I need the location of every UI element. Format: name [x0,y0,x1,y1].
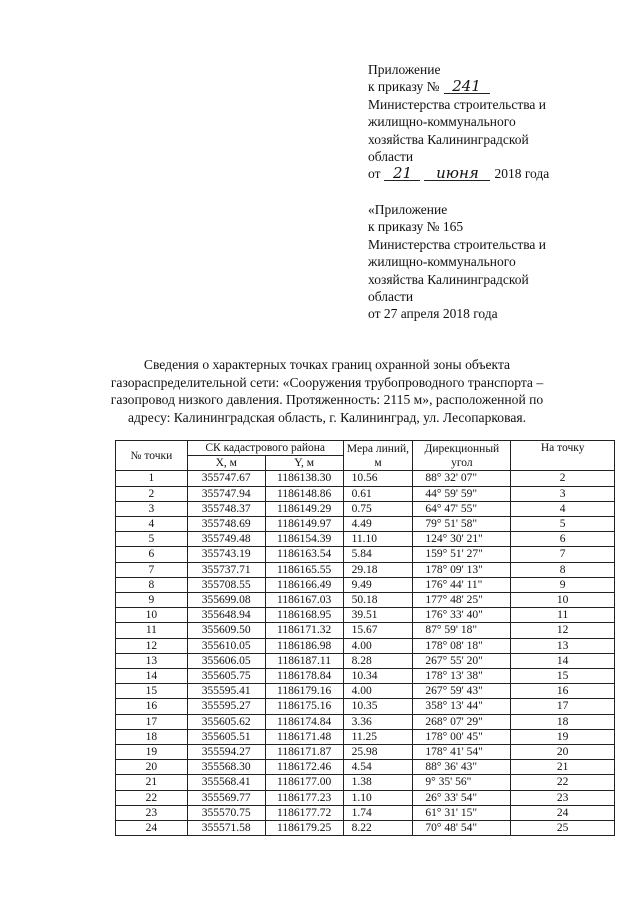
y-cell: 1186163.54 [265,547,343,562]
table-row [116,486,615,501]
table-body [116,471,615,836]
y-cell: 1186177.00 [265,775,343,790]
to-point-cell: 15 [511,669,615,684]
angle-cell: 177° 48' 25" [413,593,511,608]
table-row [116,562,615,577]
y-cell: 1186138.30 [265,471,343,486]
length-cell: 1.38 [343,775,413,790]
handwritten-day: 21 [384,166,420,181]
table-row [116,517,615,532]
x-cell: 355569.77 [187,790,265,805]
y-cell: 1186172.46 [265,760,343,775]
appendix-title: Приложение [368,62,441,77]
y-cell: 1186187.11 [265,653,343,668]
y-cell: 1186168.95 [265,608,343,623]
table-row [116,684,615,699]
angle-cell: 176° 44' 11" [413,577,511,592]
x-cell: 355749.48 [187,532,265,547]
point-no-cell: 15 [116,684,188,699]
to-point-cell: 8 [511,562,615,577]
header-length: Мера линий, м [343,441,413,471]
to-point-cell: 23 [511,790,615,805]
table-row [116,714,615,729]
length-cell: 0.61 [343,486,413,501]
length-cell: 11.10 [343,532,413,547]
table-row [116,805,615,820]
angle-cell: 176° 33' 40" [413,608,511,623]
y-cell: 1186166.49 [265,577,343,592]
to-point-cell: 9 [511,577,615,592]
table-row [116,593,615,608]
point-no-cell: 17 [116,714,188,729]
angle-cell: 178° 00' 45" [413,729,511,744]
point-no-cell: 18 [116,729,188,744]
length-cell: 50.18 [343,593,413,608]
handwritten-month: июня [424,166,490,181]
to-point-cell: 16 [511,684,615,699]
angle-cell: 178° 08' 18" [413,638,511,653]
date-prefix: от [368,166,381,182]
length-cell: 9.49 [343,577,413,592]
angle-cell: 267° 59' 43" [413,684,511,699]
to-point-cell: 14 [511,653,615,668]
x-cell: 355571.58 [187,821,265,836]
table-row [116,471,615,486]
length-cell: 10.56 [343,471,413,486]
ministry-line-3: хозяйства Калининградской [368,131,529,147]
date-suffix: 2018 года [494,166,550,182]
table-row [116,775,615,790]
x-cell: 355595.41 [187,684,265,699]
to-point-cell: 24 [511,805,615,820]
x-cell: 355737.71 [187,562,265,577]
angle-cell: 88° 36' 43" [413,760,511,775]
angle-cell: 87° 59' 18" [413,623,511,638]
table-row [116,790,615,805]
length-cell: 15.67 [343,623,413,638]
x-cell: 355748.69 [187,517,265,532]
header-point-no: № точки [116,441,188,471]
coordinates-table [115,440,615,836]
point-no-cell: 19 [116,745,188,760]
point-no-cell: 11 [116,623,188,638]
old-order-line: к приказу № 165 [368,219,464,235]
length-cell: 4.00 [343,684,413,699]
table-row [116,608,615,623]
x-cell: 355708.55 [187,577,265,592]
point-no-cell: 10 [116,608,188,623]
handwritten-order-number: 241 [444,79,490,94]
to-point-cell: 7 [511,547,615,562]
length-cell: 4.49 [343,517,413,532]
y-cell: 1186165.55 [265,562,343,577]
y-cell: 1186171.32 [265,623,343,638]
length-cell: 8.28 [343,653,413,668]
point-no-cell: 22 [116,790,188,805]
to-point-cell: 13 [511,638,615,653]
angle-cell: 159° 51' 27" [413,547,511,562]
to-point-cell: 20 [511,745,615,760]
angle-cell: 358° 13' 44" [413,699,511,714]
to-point-cell: 6 [511,532,615,547]
length-cell: 8.22 [343,821,413,836]
x-cell: 355594.27 [187,745,265,760]
angle-cell: 70° 48' 54" [413,821,511,836]
length-cell: 11.25 [343,729,413,744]
heading-line-3: газопровод низкого давления. Протяженность: 2115 м», расположенной по [110,392,544,408]
table-row [116,623,615,638]
x-cell: 355606.05 [187,653,265,668]
length-cell: 5.84 [343,547,413,562]
header-sk-group: СК кадастрового района [187,441,343,456]
x-cell: 355605.75 [187,669,265,684]
heading-line-1: Сведения о характерных точках границ охранной зоны объекта [143,357,511,372]
y-cell: 1186179.16 [265,684,343,699]
angle-cell: 124° 30' 21" [413,532,511,547]
y-cell: 1186174.84 [265,714,343,729]
to-point-cell: 5 [511,517,615,532]
y-cell: 1186179.25 [265,821,343,836]
to-point-cell: 10 [511,593,615,608]
header-to-point: На точку [511,441,615,471]
length-cell: 4.54 [343,760,413,775]
y-cell: 1186148.86 [265,486,343,501]
to-point-cell: 17 [511,699,615,714]
to-point-cell: 11 [511,608,615,623]
angle-cell: 61° 31' 15" [413,805,511,820]
to-point-cell: 18 [511,714,615,729]
table-row [116,669,615,684]
x-cell: 355605.62 [187,714,265,729]
length-cell: 29.18 [343,562,413,577]
y-cell: 1186149.97 [265,517,343,532]
old-appendix-title: «Приложение [368,202,448,217]
length-cell: 1.74 [343,805,413,820]
ministry-line-4: области [368,149,414,165]
x-cell: 355570.75 [187,805,265,820]
angle-cell: 26° 33' 54" [413,790,511,805]
point-no-cell: 21 [116,775,188,790]
point-no-cell: 7 [116,562,188,577]
length-cell: 25.98 [343,745,413,760]
x-cell: 355743.19 [187,547,265,562]
angle-cell: 268° 07' 29" [413,714,511,729]
x-cell: 355648.94 [187,608,265,623]
angle-cell: 88° 32' 07" [413,471,511,486]
order-prefix: к приказу № [368,79,440,95]
point-no-cell: 4 [116,517,188,532]
angle-cell: 178° 41' 54" [413,745,511,760]
y-cell: 1186186.98 [265,638,343,653]
old-ministry-line-2: жилищно-коммунального [368,254,516,270]
table-row [116,760,615,775]
date-line [368,165,628,182]
x-cell: 355605.51 [187,729,265,744]
heading-line-4: адресу: Калининградская область, г. Калининград, ул. Лесопарковая. [127,409,527,425]
length-cell: 0.75 [343,501,413,516]
point-no-cell: 8 [116,577,188,592]
point-no-cell: 9 [116,593,188,608]
point-no-cell: 14 [116,669,188,684]
point-no-cell: 24 [116,821,188,836]
point-no-cell: 12 [116,638,188,653]
to-point-cell: 2 [511,471,615,486]
angle-cell: 267° 55' 20" [413,653,511,668]
x-cell: 355610.05 [187,638,265,653]
ministry-line-1: Министерства строительства и [368,96,547,112]
x-cell: 355747.94 [187,486,265,501]
appendix-new-block [368,61,628,183]
length-cell: 1.10 [343,790,413,805]
table-row [116,547,615,562]
table-row [116,577,615,592]
order-line [368,78,628,95]
old-ministry-line-4: области [368,289,414,305]
point-no-cell: 5 [116,532,188,547]
x-cell: 355568.30 [187,760,265,775]
length-cell: 10.34 [343,669,413,684]
to-point-cell: 22 [511,775,615,790]
table-row [116,532,615,547]
y-cell: 1186178.84 [265,669,343,684]
angle-cell: 9° 35' 56" [413,775,511,790]
x-cell: 355568.41 [187,775,265,790]
point-no-cell: 1 [116,471,188,486]
length-cell: 4.00 [343,638,413,653]
ministry-line-2: жилищно-коммунального [368,114,516,130]
point-no-cell: 13 [116,653,188,668]
table-row [116,821,615,836]
point-no-cell: 20 [116,760,188,775]
angle-cell: 79° 51' 58" [413,517,511,532]
table-row [116,501,615,516]
y-cell: 1186177.23 [265,790,343,805]
to-point-cell: 21 [511,760,615,775]
table-row [116,653,615,668]
point-no-cell: 3 [116,501,188,516]
y-cell: 1186154.39 [265,532,343,547]
length-cell: 10.35 [343,699,413,714]
y-cell: 1186171.87 [265,745,343,760]
to-point-cell: 3 [511,486,615,501]
header-y: Y, м [265,456,343,471]
y-cell: 1186149.29 [265,501,343,516]
old-ministry-line-3: хозяйства Калининградской [368,271,529,287]
x-cell: 355748.37 [187,501,265,516]
point-no-cell: 6 [116,547,188,562]
angle-cell: 44° 59' 59" [413,486,511,501]
to-point-cell: 25 [511,821,615,836]
to-point-cell: 12 [511,623,615,638]
y-cell: 1186177.72 [265,805,343,820]
length-cell: 3.36 [343,714,413,729]
to-point-cell: 4 [511,501,615,516]
header-angle: Дирекционный угол [413,441,511,471]
old-date-line: от 27 апреля 2018 года [368,306,498,322]
point-no-cell: 23 [116,805,188,820]
table-row [116,699,615,714]
table-row [116,729,615,744]
table-row [116,745,615,760]
point-no-cell: 16 [116,699,188,714]
x-cell: 355747.67 [187,471,265,486]
y-cell: 1186167.03 [265,593,343,608]
appendix-old-block [368,201,628,323]
y-cell: 1186171.48 [265,729,343,744]
angle-cell: 64° 47' 55" [413,501,511,516]
angle-cell: 178° 13' 38" [413,669,511,684]
x-cell: 355595.27 [187,699,265,714]
x-cell: 355609.50 [187,623,265,638]
document-heading [86,356,568,426]
point-no-cell: 2 [116,486,188,501]
old-ministry-line-1: Министерства строительства и [368,236,547,252]
to-point-cell: 19 [511,729,615,744]
y-cell: 1186175.16 [265,699,343,714]
heading-line-2: газораспределительной сети: «Сооружения трубопроводного транспорта – [110,374,544,390]
header-x: X, м [187,456,265,471]
length-cell: 39.51 [343,608,413,623]
table-row [116,638,615,653]
x-cell: 355699.08 [187,593,265,608]
angle-cell: 178° 09' 13" [413,562,511,577]
